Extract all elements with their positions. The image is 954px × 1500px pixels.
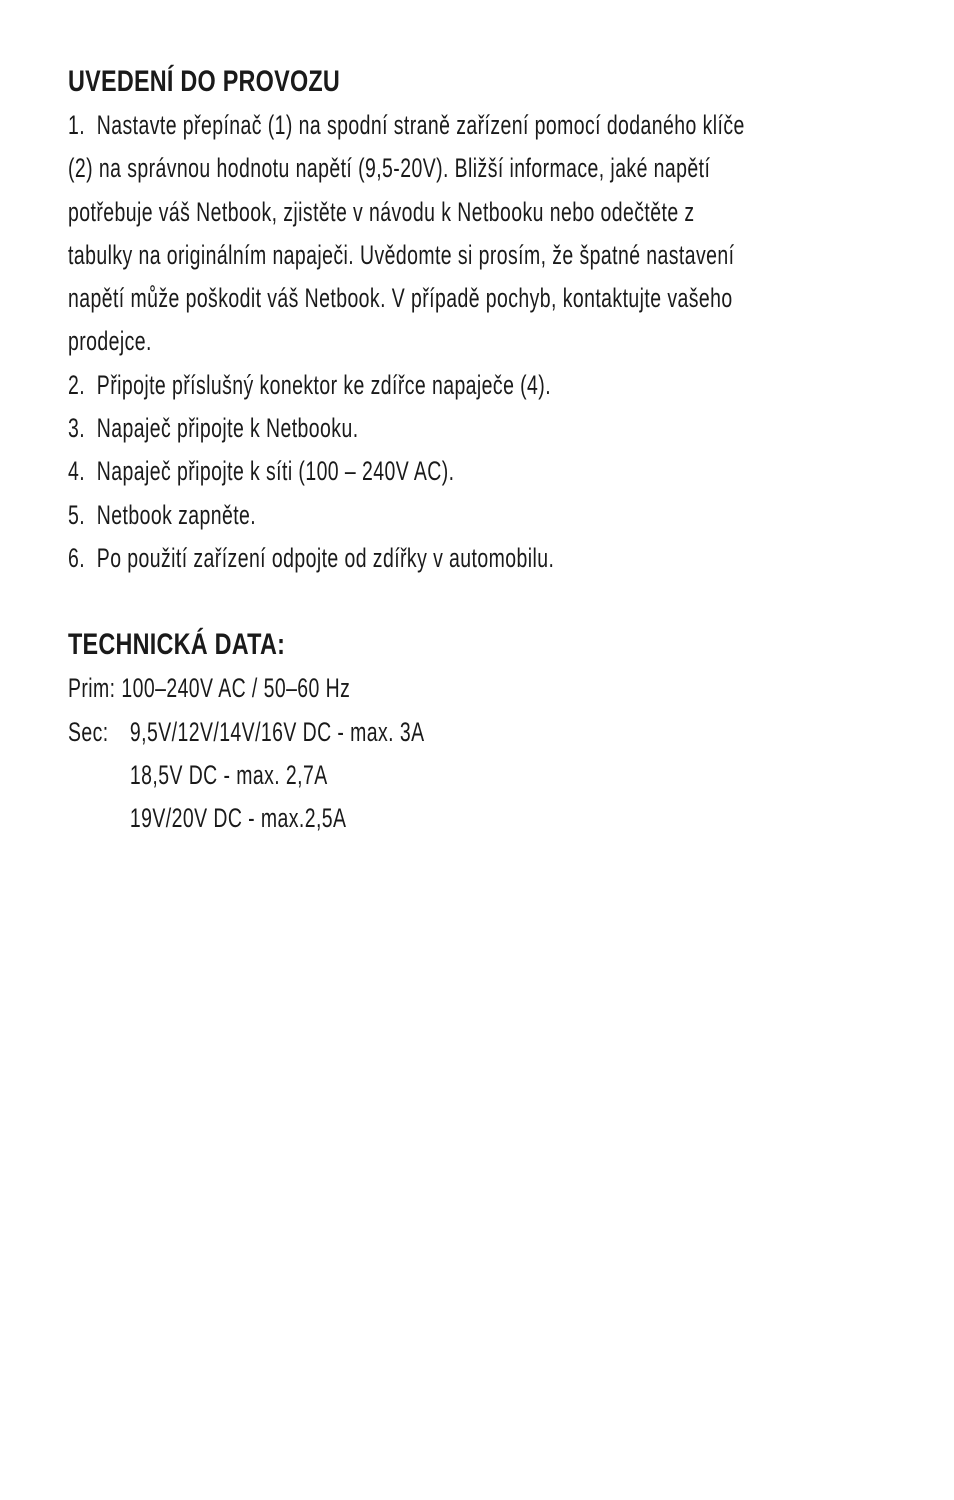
spec-prim: Prim: 100–240V AC / 50–60 Hz bbox=[68, 673, 351, 704]
step-3-number: 3. bbox=[68, 413, 86, 444]
step-2-number: 2. bbox=[68, 369, 86, 400]
step-5-text: Netbook zapněte. bbox=[96, 499, 257, 530]
step-4-text: Napaječ připojte k síti (100 – 240V AC). bbox=[96, 456, 455, 487]
spec-sec-value-1: 9,5V/12V/14V/16V DC - max. 3A bbox=[129, 716, 425, 747]
step-1-line-3: potřebuje váš Netbook, zjistěte v návodu k Netbooku nebo odečtěte z bbox=[68, 196, 695, 227]
spec-sec-line-1 bbox=[68, 711, 666, 754]
step-1-line-5: napětí může poškodit váš Netbook. V případě pochyb, kontaktujte vašeho bbox=[68, 283, 733, 314]
section-spacer bbox=[68, 580, 898, 623]
spec-sec-line-3: 19V/20V DC - max.2,5A bbox=[129, 803, 347, 834]
step-1-line-6: prodejce. bbox=[68, 326, 152, 357]
step-1-text-1: Nastavte přepínač (1) na spodní straně zařízení pomocí dodaného klíče bbox=[96, 110, 745, 140]
section-heading-uvedeni: UVEDENÍ DO PROVOZU bbox=[68, 65, 341, 98]
step-5-number: 5. bbox=[68, 499, 86, 530]
spec-sec-line-2: 18,5V DC - max. 2,7A bbox=[129, 759, 328, 790]
step-3 bbox=[68, 407, 666, 450]
step-6-number: 6. bbox=[68, 542, 86, 573]
step-2-text: Připojte příslušný konektor ke zdířce napaječe (4). bbox=[96, 369, 552, 400]
step-1-number: 1. bbox=[68, 110, 86, 140]
step-1-line-2: (2) na správnou hodnotu napětí (9,5-20V). Bližší informace, jaké napětí bbox=[68, 153, 711, 184]
step-6 bbox=[68, 537, 666, 580]
document-page bbox=[68, 60, 898, 840]
step-4 bbox=[68, 450, 666, 493]
step-3-text: Napaječ připojte k Netbooku. bbox=[96, 413, 359, 444]
step-5 bbox=[68, 494, 666, 537]
section-heading-technicka-data: TECHNICKÁ DATA: bbox=[68, 628, 286, 662]
step-1-line-1 bbox=[68, 104, 745, 147]
step-6-text: Po použití zařízení odpojte od zdířky v automobilu. bbox=[96, 542, 555, 573]
spec-sec-label: Sec: bbox=[68, 716, 109, 747]
step-1-line-4: tabulky na originálním napaječi. Uvědomte si prosím, že špatné nastavení bbox=[68, 239, 735, 270]
step-4-number: 4. bbox=[68, 456, 86, 487]
step-2 bbox=[68, 364, 666, 407]
